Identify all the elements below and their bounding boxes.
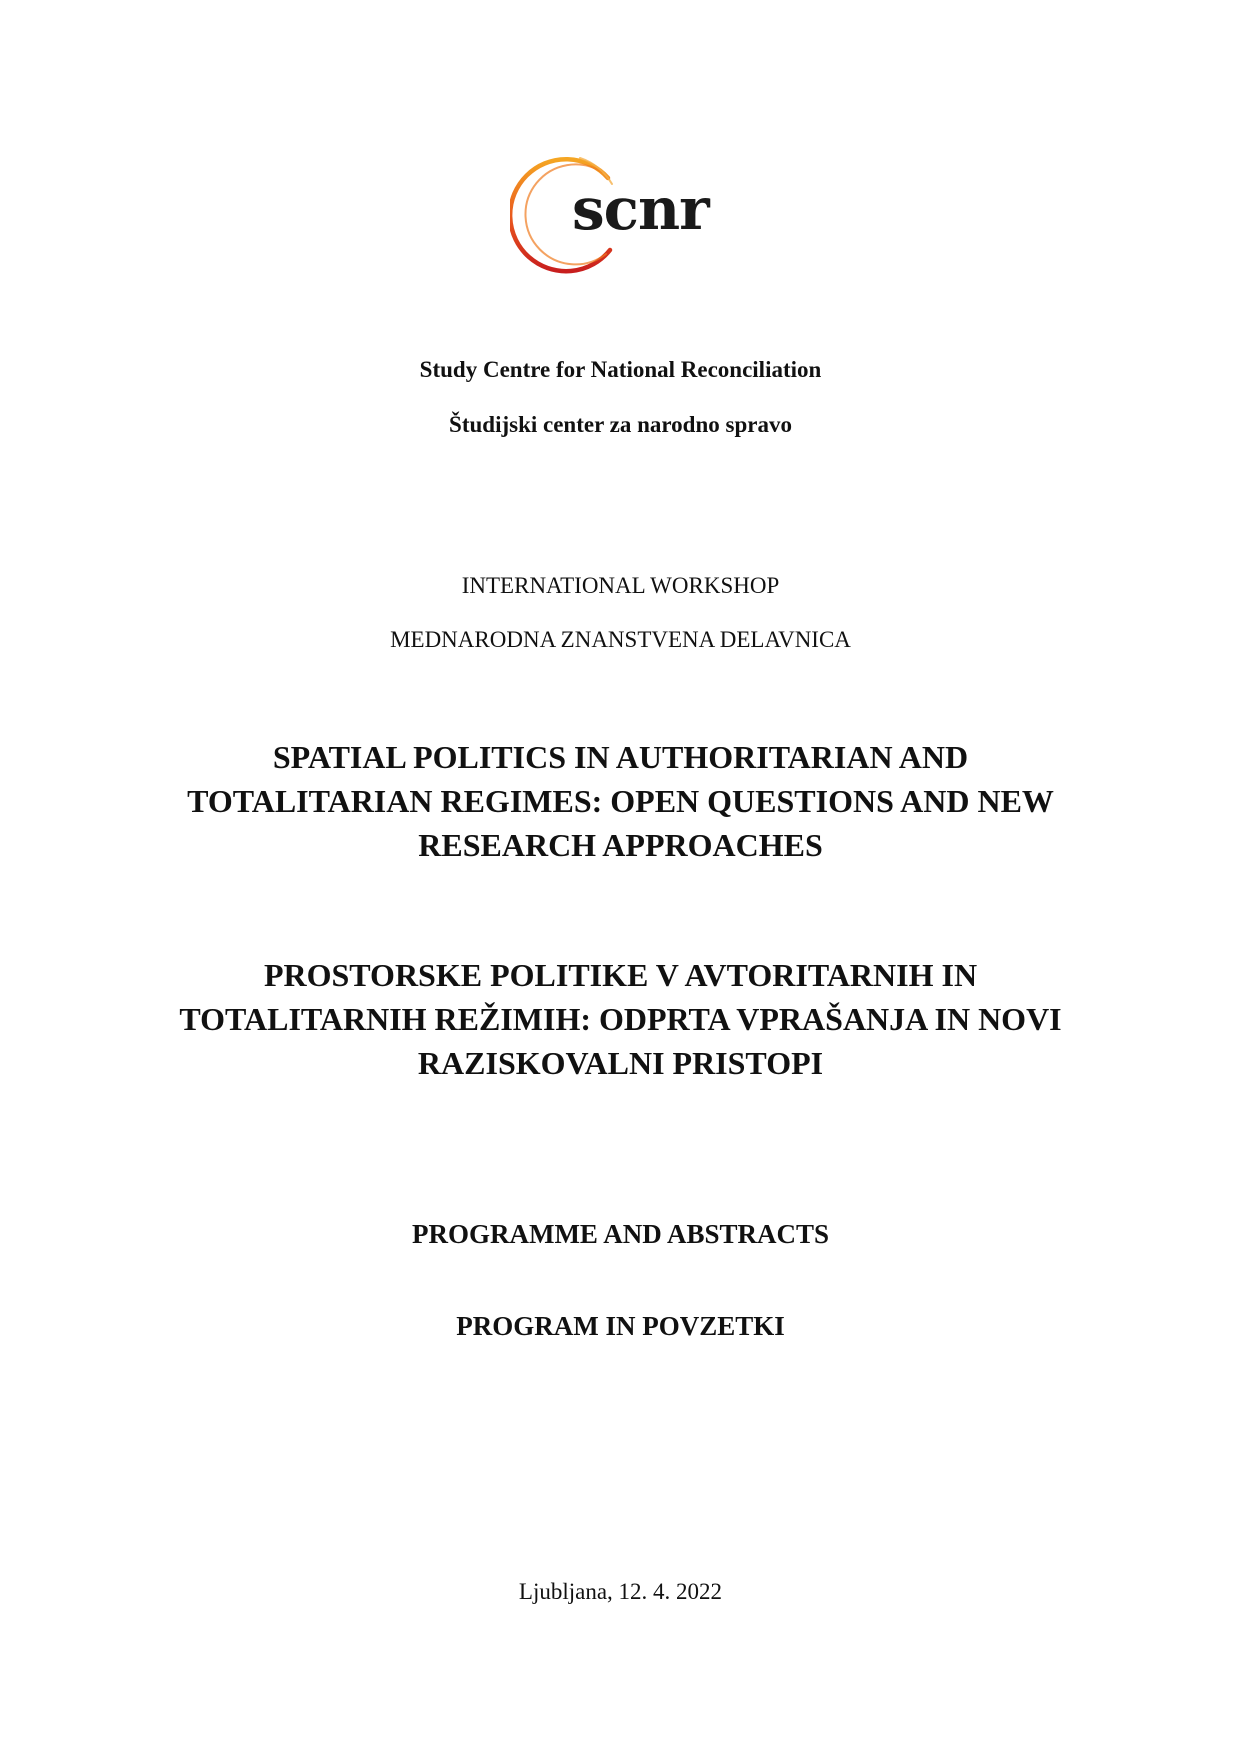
title-sl [0,953,1241,1085]
event-type-sl: MEDNARODNA ZNANSTVENA DELAVNICA [390,627,851,652]
title-en [0,735,1241,867]
title-sl-line: RAZISKOVALNI PRISTOPI [417,1045,824,1081]
title-en-line: SPATIAL POLITICS IN AUTHORITARIAN AND [272,739,969,775]
title-sl-line: PROSTORSKE POLITIKE V AVTORITARNIH IN [263,957,978,993]
title-sl-line: TOTALITARNIH REŽIMIH: ODPRTA VPRAŠANJA IN NOVI [179,1001,1062,1037]
place-date: Ljubljana, 12. 4. 2022 [518,1579,723,1604]
organization-name-sl: Študijski center za narodno spravo [449,412,792,437]
logo-wordmark: scnr [572,175,709,243]
title-en-line: TOTALITARIAN REGIMES: OPEN QUESTIONS AND NEW [187,783,1054,819]
document-type-en: PROGRAMME AND ABSTRACTS [411,1219,830,1249]
document-type-sl: PROGRAM IN POVZETKI [456,1311,785,1341]
event-type-en: INTERNATIONAL WORKSHOP [461,573,780,598]
title-en-line: RESEARCH APPROACHES [418,827,823,863]
scnr-logo [510,150,750,280]
organization-name-en: Study Centre for National Reconciliation [419,357,822,382]
